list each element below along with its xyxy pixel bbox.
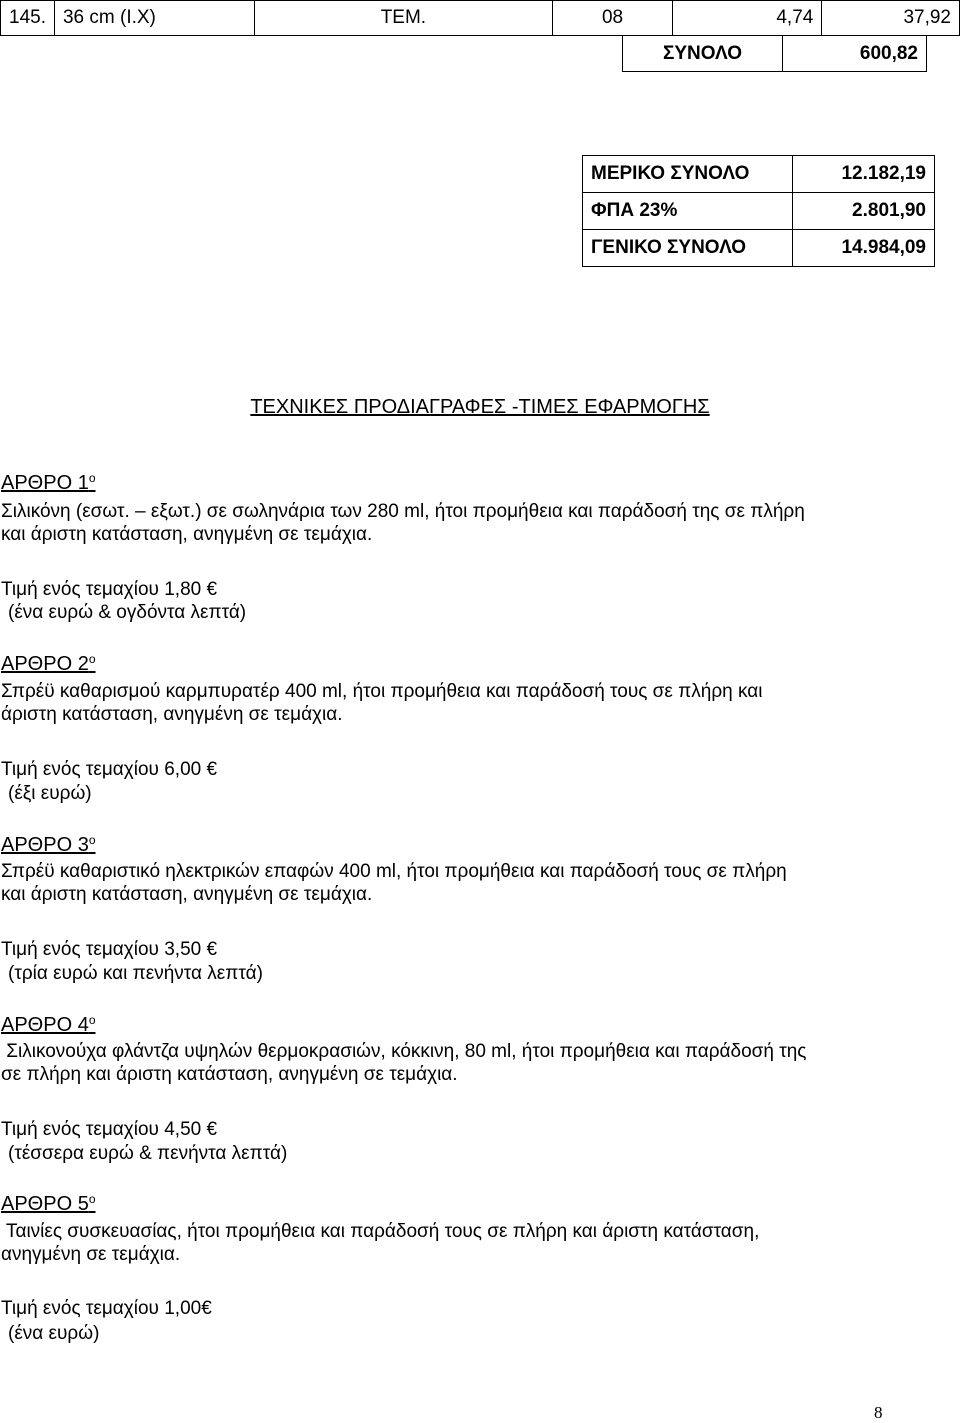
item-total-cell: 37,92: [822, 1, 960, 36]
article-4-heading: ΑΡΘΡΟ $4^o$: [1, 1013, 96, 1036]
euro-icon: €: [206, 579, 218, 600]
summary-value: 12.182,19: [793, 156, 935, 193]
article-3-price: Τιμή ενός τεμαχίου 3,50 €: [1, 939, 218, 960]
table-row: [1, 1, 960, 36]
euro-icon: €: [201, 1298, 212, 1319]
article-4-price-words: (τέσσερα ευρώ & πενήντα λεπτά): [8, 1143, 288, 1164]
article-4-description: Σιλικονούχα φλάντζα υψηλών θερμοκρασιών, κόκκινη, 80 ml, ήτοι προμήθεια και παράδοσή της σε πλήρη και άριστη κατάσταση, ανηγμένη σε τεμάχια.: [1, 1041, 807, 1085]
article-3-description: Σπρέϋ καθαριστικό ηλεκτρικών επαφών 400 ml, ήτοι προμήθεια και παράδοσή τους σε πλήρη και άριστη κατάσταση, ανηγμένη σε τεμάχια.: [1, 861, 787, 905]
article-4-price: Τιμή ενός τεμαχίου 4,50 €: [1, 1119, 218, 1140]
article-1-heading: ΑΡΘΡΟ $1^o$: [1, 471, 96, 494]
item-number-cell: 145.: [1, 1, 55, 36]
article-2-price-words: (έξι ευρώ): [8, 783, 92, 804]
article-3-price-words: (τρία ευρώ και πενήντα λεπτά): [8, 963, 263, 984]
total-label: ΣΥΝΟΛΟ: [623, 36, 783, 72]
item-unit-cell: ΤΕΜ.: [254, 1, 553, 36]
article-2-price: Τιμή ενός τεμαχίου 6,00 €: [1, 759, 218, 780]
article-2-description: Σπρέϋ καθαρισμού καρμπυρατέρ 400 ml, ήτοι προμήθεια και παράδοσή τους σε πλήρη και άριστη κατάσταση, ανηγμένη σε τεμάχια.: [1, 681, 763, 725]
euro-icon: €: [206, 939, 218, 960]
table-row: [623, 36, 927, 72]
item-price-cell: 4,74: [672, 1, 822, 36]
total-value: 600,82: [783, 36, 927, 72]
article-3-heading: ΑΡΘΡΟ $3^o$: [1, 833, 96, 856]
total-row-table: [622, 35, 927, 72]
summary-label: ΜΕΡΙΚΟ ΣΥΝΟΛΟ: [583, 156, 793, 193]
article-1-description: Σιλικόνη (εσωτ. – εξωτ.) σε σωληνάρια των 280 ml, ήτοι προμήθεια και παράδοσή της σε πλήρη και άριστη κατάσταση, ανηγμένη σε τεμάχια.: [1, 501, 805, 545]
section-title: ΤΕΧΝΙΚΕΣ ΠΡΟΔΙΑΓΡΑΦΕΣ -ΤΙΜΕΣ ΕΦΑΡΜΟΓΗΣ: [250, 396, 710, 418]
page-number: 8: [874, 1403, 883, 1422]
top-cost-table: [0, 0, 960, 36]
article-1-price-words: (ένα ευρώ & ογδόντα λεπτά): [8, 602, 247, 623]
euro-icon: €: [206, 1119, 218, 1140]
summary-value: 14.984,09: [793, 230, 935, 267]
article-5-price: Τιμή ενός τεμαχίου 1,00€: [1, 1298, 212, 1319]
item-description-cell: 36 cm (I.X): [54, 1, 254, 36]
table-row: [583, 156, 935, 193]
article-1-price: Τιμή ενός τεμαχίου 1,80 €: [1, 579, 218, 600]
summary-label: ΦΠΑ 23%: [583, 193, 793, 230]
table-row: [583, 193, 935, 230]
table-row: [583, 230, 935, 267]
article-5-price-words: (ένα ευρώ): [8, 1323, 100, 1344]
euro-icon: €: [206, 759, 218, 780]
article-2-heading: ΑΡΘΡΟ $2^o$: [1, 652, 96, 675]
article-5-description: Ταινίες συσκευασίας, ήτοι προμήθεια και παράδοσή τους σε πλήρη και άριστη κατάσταση, ανηγμένη σε τεμάχια.: [1, 1221, 760, 1265]
summary-label: ΓΕΝΙΚΟ ΣΥΝΟΛΟ: [583, 230, 793, 267]
summary-table: [582, 155, 935, 267]
item-quantity-cell: 08: [553, 1, 673, 36]
summary-value: 2.801,90: [793, 193, 935, 230]
article-5-heading: ΑΡΘΡΟ $5^o$: [1, 1192, 96, 1215]
